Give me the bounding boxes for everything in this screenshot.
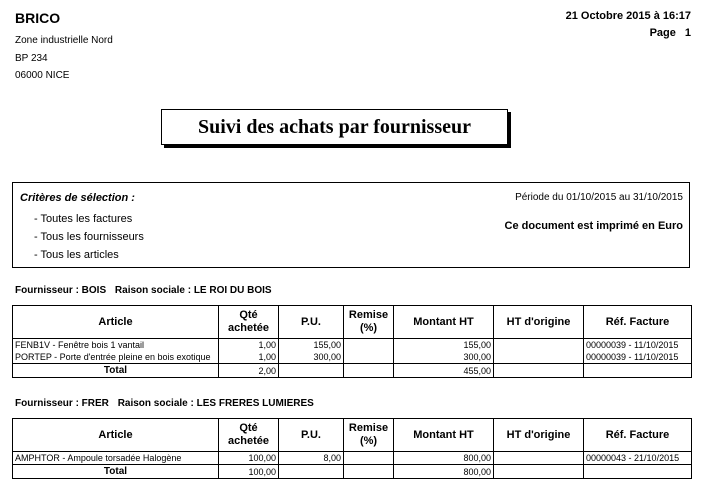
col-origine: HT d'origine: [494, 419, 584, 452]
col-qte: Qté achetée: [219, 419, 279, 452]
supplier-code: Fournisseur : FRER: [15, 398, 109, 409]
supplier-table-bois: [12, 305, 692, 378]
report-title: Suivi des achats par fournisseur: [161, 109, 508, 145]
criteria-item-invoices: - Toutes les factures: [34, 213, 133, 225]
address-line-3: 06000 NICE: [15, 70, 70, 81]
supplier-name: Raison sociale : LE ROI DU BOIS: [114, 285, 272, 296]
total-qte: 2,00: [219, 364, 279, 378]
cell-origine: [494, 339, 584, 352]
currency-note: Ce document est imprimé en Euro: [504, 220, 683, 232]
total-montant: 455,00: [394, 364, 494, 378]
total-label: Total: [13, 465, 219, 479]
col-article: Article: [13, 419, 219, 452]
total-qte: 100,00: [219, 465, 279, 479]
supplier-code: Fournisseur : BOIS: [15, 285, 107, 296]
page-number: 1: [684, 27, 691, 39]
cell-remise: [344, 351, 394, 364]
print-datetime: 21 Octobre 2015 à 16:17: [565, 10, 691, 22]
selection-criteria-box: [12, 182, 690, 268]
supplier-header-bois: [15, 285, 278, 296]
table-header-row: [13, 306, 692, 339]
col-pu: P.U.: [279, 306, 344, 339]
col-remise: Remise (%): [344, 419, 394, 452]
col-ref: Réf. Facture: [584, 306, 692, 339]
address-line-1: Zone industrielle Nord: [15, 35, 113, 46]
criteria-item-articles: - Tous les articles: [34, 249, 119, 261]
col-ref: Réf. Facture: [584, 419, 692, 452]
cell-article: FENB1V - Fenêtre bois 1 vantail: [13, 339, 219, 352]
page-label: Page: [649, 27, 676, 39]
total-empty: [584, 465, 692, 479]
cell-qte: 100,00: [219, 452, 279, 465]
total-row: [13, 364, 692, 378]
cell-montant: 300,00: [394, 351, 494, 364]
cell-origine: [494, 351, 584, 364]
table-row: [13, 339, 692, 352]
total-empty: [279, 465, 344, 479]
cell-pu: 155,00: [279, 339, 344, 352]
period-text: Période du 01/10/2015 au 31/10/2015: [515, 192, 683, 203]
cell-article: PORTEP - Porte d'entrée pleine en bois exotique: [13, 351, 219, 364]
cell-qte: 1,00: [219, 351, 279, 364]
col-pu: P.U.: [279, 419, 344, 452]
total-empty: [344, 465, 394, 479]
cell-ref: 00000039 - 11/10/2015: [584, 339, 692, 352]
total-empty: [344, 364, 394, 378]
cell-remise: [344, 452, 394, 465]
total-empty: [279, 364, 344, 378]
total-label: Total: [13, 364, 219, 378]
cell-montant: 155,00: [394, 339, 494, 352]
col-montant: Montant HT: [394, 306, 494, 339]
cell-pu: 300,00: [279, 351, 344, 364]
company-name: BRICO: [15, 10, 61, 26]
address-line-2: BP 234: [15, 53, 48, 64]
criteria-title: Critères de sélection :: [20, 192, 135, 204]
total-empty: [494, 465, 584, 479]
cell-qte: 1,00: [219, 339, 279, 352]
col-qte: Qté achetée: [219, 306, 279, 339]
total-row: [13, 465, 692, 479]
cell-montant: 800,00: [394, 452, 494, 465]
table-header-row: [13, 419, 692, 452]
cell-pu: 8,00: [279, 452, 344, 465]
total-montant: 800,00: [394, 465, 494, 479]
criteria-item-suppliers: - Tous les fournisseurs: [34, 231, 144, 243]
cell-origine: [494, 452, 584, 465]
supplier-name: Raison sociale : LES FRERES LUMIERES: [117, 398, 314, 409]
supplier-table-frer: [12, 418, 692, 479]
supplier-header-frer: [15, 398, 320, 409]
cell-remise: [344, 339, 394, 352]
table-row: [13, 351, 692, 364]
cell-ref: 00000043 - 21/10/2015: [584, 452, 692, 465]
col-montant: Montant HT: [394, 419, 494, 452]
table-row: [13, 452, 692, 465]
page-indicator: [650, 27, 691, 39]
total-empty: [494, 364, 584, 378]
col-article: Article: [13, 306, 219, 339]
col-remise: Remise (%): [344, 306, 394, 339]
cell-article: AMPHTOR - Ampoule torsadée Halogène: [13, 452, 219, 465]
total-empty: [584, 364, 692, 378]
cell-ref: 00000039 - 11/10/2015: [584, 351, 692, 364]
col-origine: HT d'origine: [494, 306, 584, 339]
